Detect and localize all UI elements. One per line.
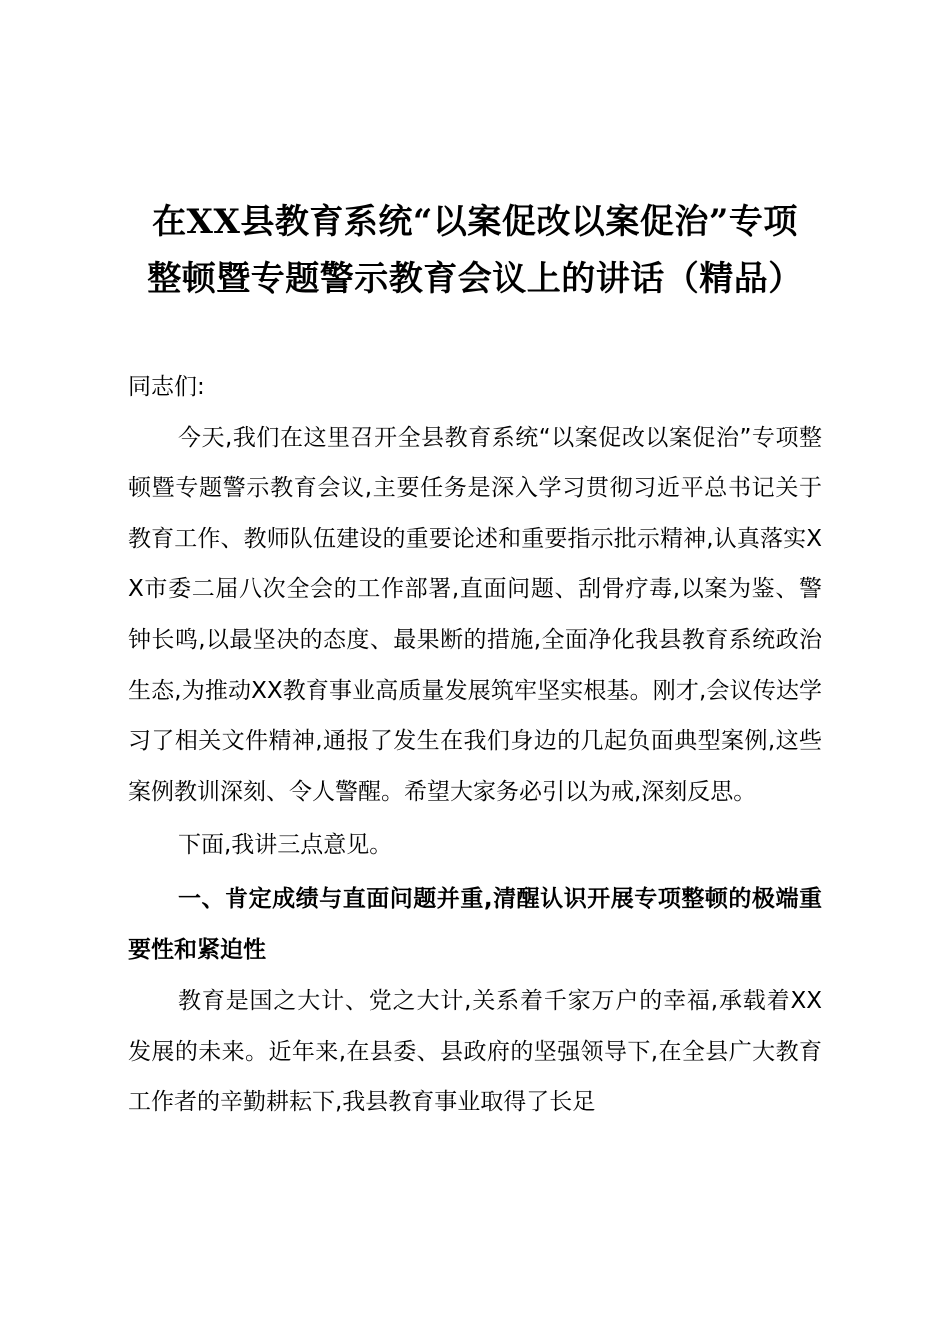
title-line-2: 整顿暨专题警示教育会议上的讲话（精品）: [147, 259, 803, 299]
section-paragraph: 教育是国之大计、党之大计,关系着千家万户的幸福,承载着XX发展的未来。近年来,在县委、县政府的坚强领导下,在全县广大教育工作者的辛勤耕耘下,我县教育事业取得了长足: [128, 988, 822, 1116]
transition-paragraph: 下面,我讲三点意见。: [178, 832, 393, 859]
title-line-1: 在XX县教育系统“以案促改以案促治”专项: [152, 202, 798, 242]
salutation: 同志们:: [128, 374, 205, 400]
opening-paragraph: 今天,我们在这里召开全县教育系统“以案促改以案促治”专项整顿暨专题警示教育会议,主要任务是深入学习贯彻习近平总书记关于教育工作、教师队伍建设的重要论述和重要指示批示精神,认真落实XX市委二届八次全会的工作部署,直面问题、刮骨疗毒,以案为鉴、警钟长鸣,以最坚决的态度、最果断的措施,全面净化我县教育系统政治生态,为推动XX教育事业高质量发展筑牢坚实根基。刚才,会议传达学习了相关文件精神,通报了发生在我们身边的几起负面典型案例,这些案例教训深刻、令人警醒。希望大家务必引以为戒,深刻反思。: [128, 424, 822, 805]
document-title: [110, 194, 840, 308]
document-body: [128, 362, 822, 1128]
section-heading: 一、肯定成绩与直面问题并重,清醒认识开展专项整顿的极端重要性和紧迫性: [128, 885, 822, 963]
